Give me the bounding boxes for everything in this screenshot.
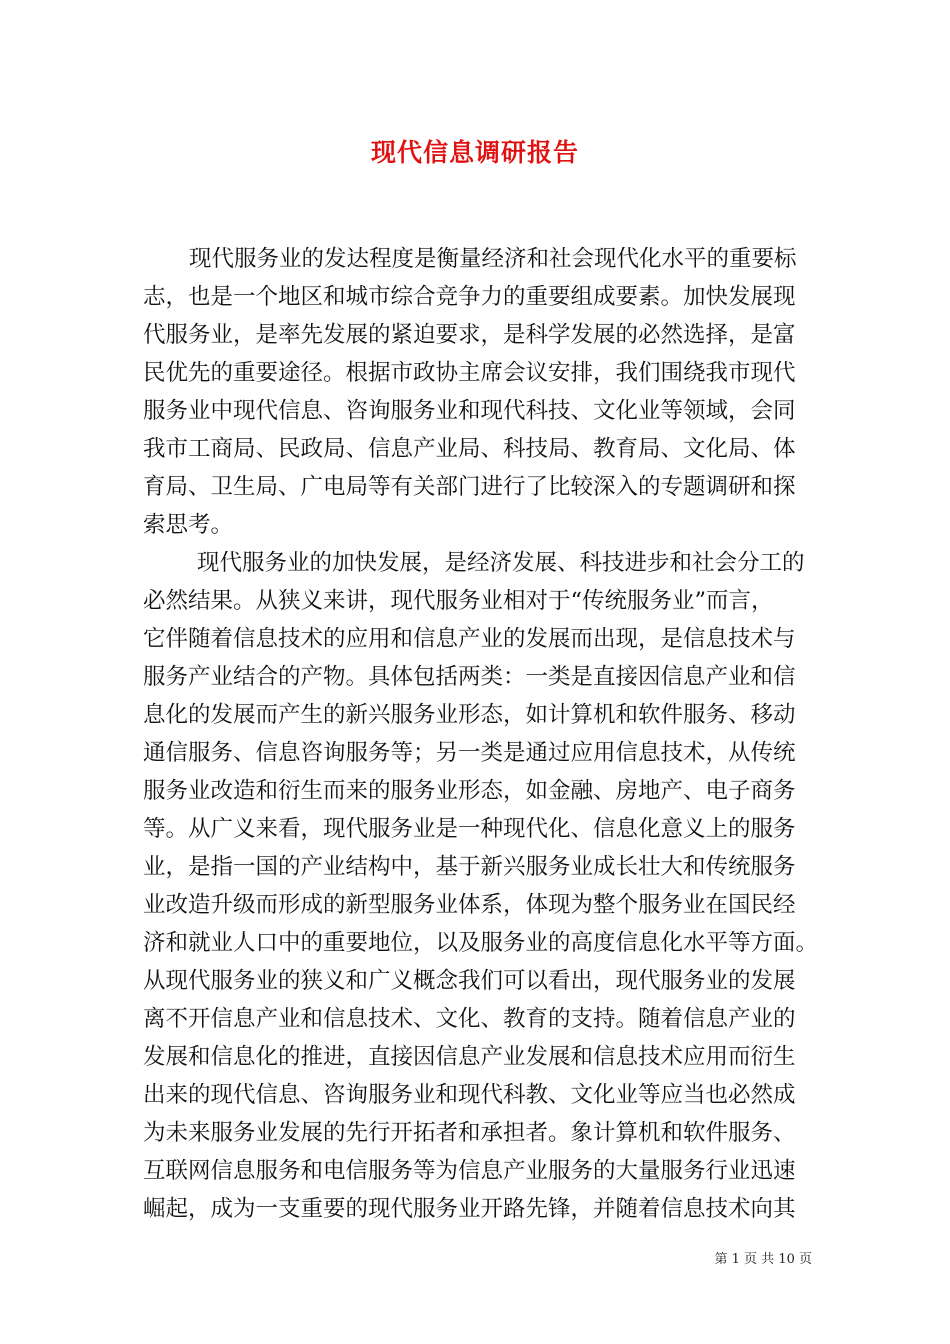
text-line: 服务业改造和衍生而来的服务业形态，如金融、房地产、电子商务 xyxy=(143,778,796,804)
page-title: 现代信息调研报告 xyxy=(370,138,579,167)
text-line: 从现代服务业的狭义和广义概念我们可以看出，现代服务业的发展 xyxy=(143,968,796,994)
text-line: 索思考。 xyxy=(143,512,234,538)
text-line: 出来的现代信息、咨询服务业和现代科教、文化业等应当也必然成 xyxy=(143,1082,796,1108)
text-line: 济和就业人口中的重要地位，以及服务业的高度信息化水平等方面。 xyxy=(143,930,819,956)
text-line: 息化的发展而产生的新兴服务业形态，如计算机和软件服务、移动 xyxy=(143,702,796,728)
text-line: 志，也是一个地区和城市综合竞争力的重要组成要素。加快发展现 xyxy=(143,284,796,310)
page-number-footer: 第 1 页 共 10 页 xyxy=(714,1252,812,1267)
text-line: 为未来服务业发展的先行开拓者和承担者。象计算机和软件服务、 xyxy=(143,1120,796,1146)
text-line: 现代服务业的加快发展，是经济发展、科技进步和社会分工的 xyxy=(197,550,805,576)
text-line: 服务业中现代信息、咨询服务业和现代科技、文化业等领域，会同 xyxy=(143,398,796,424)
text-line: 代服务业，是率先发展的紧迫要求，是科学发展的必然选择，是富 xyxy=(143,322,796,348)
text-line: 我市工商局、民政局、信息产业局、科技局、教育局、文化局、体 xyxy=(143,436,796,462)
text-line: 必然结果。从狭义来讲，现代服务业相对于“传统服务业”而言， xyxy=(143,588,774,614)
text-line: 离不开信息产业和信息技术、文化、教育的支持。随着信息产业的 xyxy=(143,1006,796,1032)
text-line: 互联网信息服务和电信服务等为信息产业服务的大量服务行业迅速 xyxy=(143,1158,796,1184)
text-line: 业，是指一国的产业结构中，基于新兴服务业成长壮大和传统服务 xyxy=(143,854,796,880)
text-line: 等。从广义来看，现代服务业是一种现代化、信息化意义上的服务 xyxy=(143,816,796,842)
text-line: 发展和信息化的推进，直接因信息产业发展和信息技术应用而衍生 xyxy=(143,1044,796,1070)
text-line: 服务产业结合的产物。具体包括两类：一类是直接因信息产业和信 xyxy=(143,664,796,690)
text-line: 业改造升级而形成的新型服务业体系，体现为整个服务业在国民经 xyxy=(143,892,796,918)
text-line: 通信服务、信息咨询服务等；另一类是通过应用信息技术，从传统 xyxy=(143,740,796,766)
text-line: 它伴随着信息技术的应用和信息产业的发展而出现，是信息技术与 xyxy=(143,626,796,652)
text-line: 育局、卫生局、广电局等有关部门进行了比较深入的专题调研和探 xyxy=(143,474,796,500)
text-line: 崛起，成为一支重要的现代服务业开路先锋，并随着信息技术向其 xyxy=(143,1196,796,1222)
text-line: 现代服务业的发达程度是衡量经济和社会现代化水平的重要标 xyxy=(189,246,797,272)
text-line: 民优先的重要途径。根据市政协主席会议安排，我们围绕我市现代 xyxy=(143,360,796,386)
